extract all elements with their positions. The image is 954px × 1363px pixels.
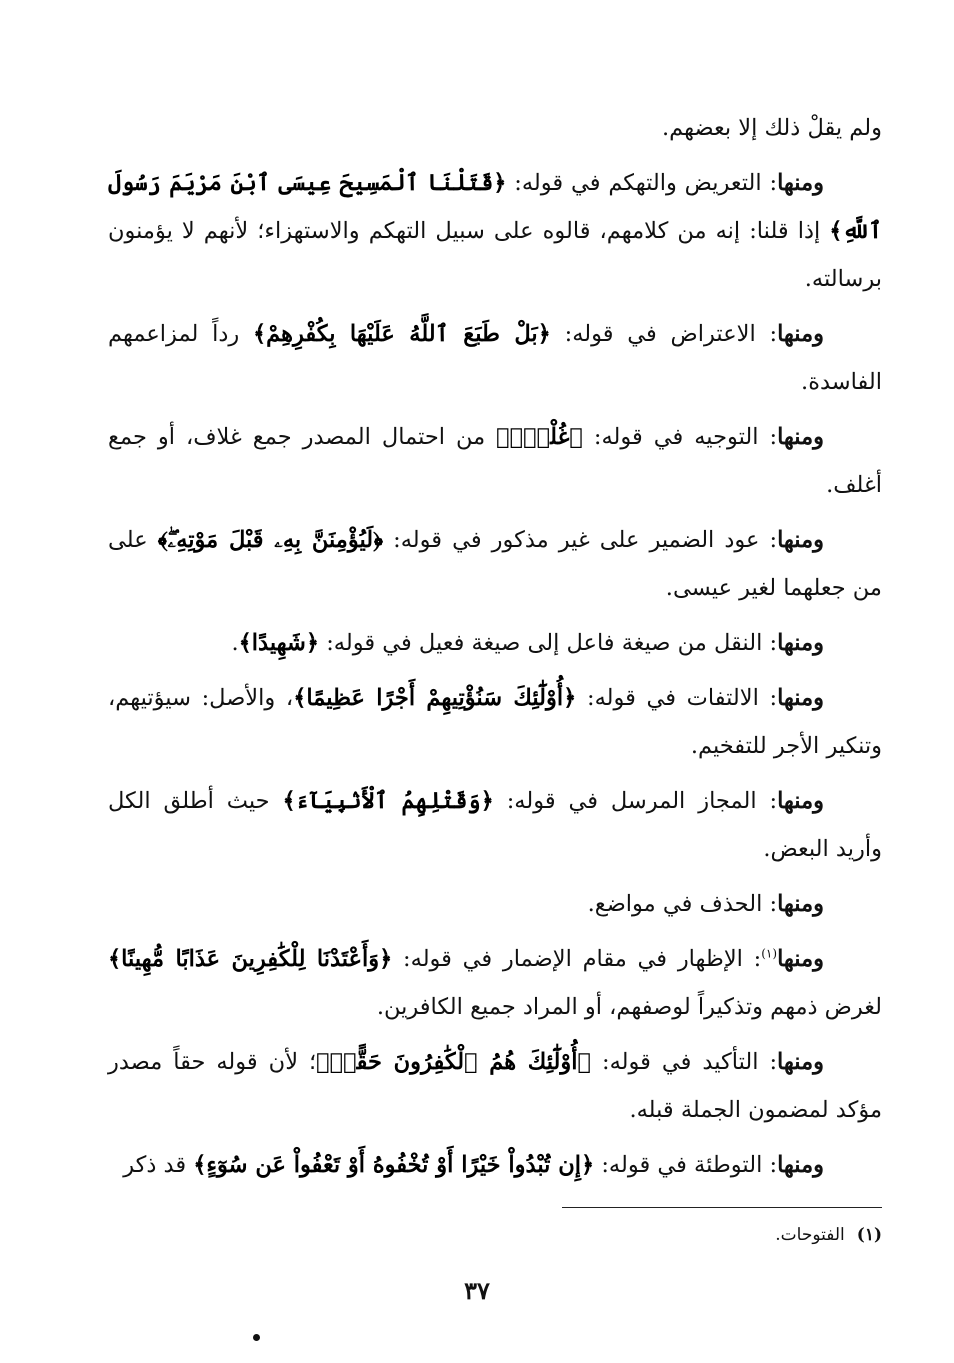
paragraph-lead: ومنها (777, 1049, 824, 1075)
paragraph-lead: ومنها (777, 630, 824, 656)
paragraph-text: إذا قلنا: إنه من كلامهم، قالوه على سبيل التهكم والاستهزاء؛ لأنهم لا يؤمنون برسالته. (108, 218, 882, 292)
quran-verse: ﴿شَهِيدًا﴾ (238, 630, 320, 656)
paragraph-text: : الحذف في مواضع. (587, 891, 778, 917)
paragraph-text: : الاعتراض في قوله: (550, 321, 778, 347)
paragraph-9 (108, 880, 882, 928)
footnote (775, 1220, 882, 1250)
paragraph-11 (108, 1038, 882, 1134)
paragraph-7 (108, 674, 882, 770)
page-number: ٣٧ (464, 1276, 490, 1305)
paragraph-1 (108, 104, 882, 152)
paragraph-lead: ومنها (777, 170, 824, 196)
paragraph-text: قد ذكر (123, 1152, 194, 1178)
paragraph-2 (108, 159, 882, 303)
paragraph-text: : التأكيد في قوله: (591, 1049, 778, 1075)
paragraph-text: : التوجيه في قوله: (582, 424, 778, 450)
paragraph-text: رداً لمزاعمهم الفاسدة. (108, 321, 882, 395)
quran-verse: ﴿وَقَتْلِهِمُ ٱلْأَنۢبِيَآءَ﴾ (282, 788, 494, 814)
paragraph-lead: ومنها (777, 891, 824, 917)
paragraph-10 (108, 935, 882, 1031)
quran-verse: ﴿بَلْ طَبَعَ ٱللَّهُ عَلَيْهَا بِكُفْرِهِمْ﴾ (252, 321, 551, 347)
paragraph-text: : التعريض والتهكم في قوله: (506, 170, 778, 196)
quran-verse: ﴿قَتَلْنَا ٱلْمَسِيحَ عِيسَى ٱبْنَ مَرْيَمَ رَسُولَ ٱللَّهِ﴾ (108, 170, 882, 244)
footnote-text: الفتوحات. (775, 1225, 845, 1245)
quran-verse: ﴿أُوْلَٰٓئِكَ سَنُؤْتِيهِمْ أَجْرًا عَظِيمًا﴾ (293, 685, 577, 711)
paragraph-text: : النقل من صيغة فاعل إلى صيغة فعيل في قوله: (319, 630, 778, 656)
quran-verse: ﴿إِن تُبْدُواْ خَيْرًا أَوْ تُخْفُوهُ أَوْ تَعْفُواْ عَن سُوٓءٍ﴾ (193, 1152, 595, 1178)
paragraph-text: ؛ لأن قوله حقاً مصدر مؤكد لمضمون الجملة قبله. (108, 1049, 882, 1123)
quran-verse: ﴿وَأَعْتَدْنَا لِلْكَٰفِرِينَ عَذَابًا مُّهِينًا﴾ (108, 946, 393, 972)
paragraph-text: : الإظهار في مقام الإضمار في قوله: (392, 946, 762, 972)
footnote-divider (562, 1207, 882, 1208)
paragraph-6 (108, 619, 882, 667)
quran-verse: ﴿غُلْفٌۢ﴾ (496, 424, 583, 450)
paragraph-lead: ومنها (777, 424, 825, 450)
paragraph-12 (108, 1141, 882, 1189)
paragraph-lead: ومنها (777, 1152, 824, 1178)
paragraph-text: . (231, 630, 239, 656)
quran-verse: ﴿لَيُؤْمِنَنَّ بِهِۦ قَبْلَ مَوْتِهِۦۖ﴾ (157, 527, 384, 553)
paragraph-text: ولم يقلْ ذلك إلا بعضهم. (661, 115, 882, 141)
paragraph-text: : الالتفات في قوله: (576, 685, 778, 711)
paragraph-5 (108, 516, 882, 612)
paragraph-lead: ومنها (777, 527, 825, 553)
paragraph-lead: ومنها (777, 685, 825, 711)
paragraph-8 (108, 777, 882, 873)
footnote-number: (١) (856, 1225, 882, 1245)
paragraph-text: حيث أطلق الكل وأريد البعض. (108, 788, 882, 862)
paragraph-text: : التوطئة في قوله: (594, 1152, 778, 1178)
paragraph-text: : عود الضمير على غير مذكور في قوله: (383, 527, 778, 553)
footnote-marker: (١) (761, 946, 778, 961)
paragraph-4 (108, 413, 882, 509)
paragraph-lead: ومنها (777, 946, 824, 972)
paragraph-lead: ومنها (777, 321, 824, 347)
paragraph-text: : المجاز المرسل في قوله: (493, 788, 778, 814)
paragraph-text: لغرض ذمهم وتذكيراً لوصفهم، أو المراد جميع الكافرين. (376, 994, 882, 1020)
paragraph-text: من احتمال المصدر جمع غلاف، أو جمع أغلف. (108, 424, 882, 498)
print-speck (253, 1334, 260, 1341)
paragraph-3 (108, 310, 882, 406)
paragraph-text: على من جعلهما لغير عيسى. (108, 527, 882, 601)
main-text (108, 104, 882, 1196)
paragraph-text: ، والأصل: سيؤتيهم، وتنكير الأجر للتفخيم. (108, 685, 882, 759)
paragraph-lead: ومنها (777, 788, 824, 814)
quran-verse: ﴿أُوْلَٰٓئِكَ هُمُ ٱلْكَٰفِرُونَ حَقًّاۚ﴾ (316, 1049, 592, 1075)
